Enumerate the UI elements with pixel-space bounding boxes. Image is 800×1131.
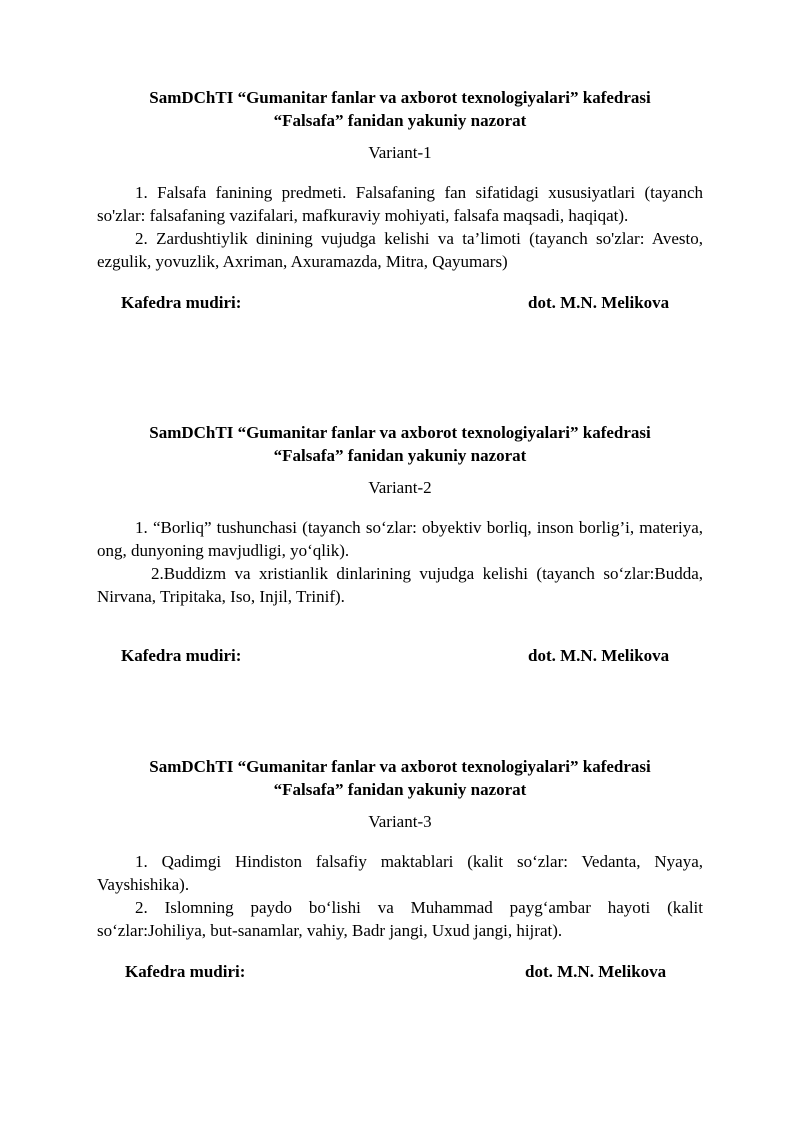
- variant-label: Variant-2: [368, 478, 432, 497]
- question-2: 2.Buddizm va xristianlik dinlarining vujudga kelishi (tayanch so‘zlar:Budda, Nirvana, Tripitaka, Iso, Injil, Trinif).: [97, 564, 703, 606]
- variant-1-block: [0, 86, 800, 314]
- question-list: [97, 516, 703, 608]
- signature-title: Kafedra mudiri:: [121, 293, 242, 312]
- exam-title: “Falsafa” fanidan yakuniy nazorat: [273, 446, 527, 465]
- department-heading: SamDChTI “Gumanitar fanlar va axborot texnologiyalari” kafedrasi: [149, 423, 651, 442]
- question-1: 1. “Borliq” tushunchasi (tayanch so‘zlar: obyektiv borliq, inson borlig’i, materiya, ong, dunyoning mavjudligi, yo‘qlik).: [97, 518, 703, 560]
- question-list: [97, 850, 703, 942]
- exam-title: “Falsafa” fanidan yakuniy nazorat: [273, 780, 527, 799]
- signature-name: dot. M.N. Melikova: [528, 293, 670, 312]
- signature-title: Kafedra mudiri:: [121, 646, 242, 665]
- signature-name: dot. M.N. Melikova: [528, 646, 670, 665]
- signature-line: [0, 291, 800, 314]
- variant-2-block: [0, 421, 800, 667]
- department-heading: SamDChTI “Gumanitar fanlar va axborot texnologiyalari” kafedrasi: [149, 757, 651, 776]
- question-list: [97, 181, 703, 273]
- signature-line: [0, 644, 800, 667]
- variant-3-block: [0, 755, 800, 983]
- signature-name: dot. M.N. Melikova: [525, 962, 667, 981]
- variant-label: Variant-3: [368, 812, 432, 831]
- signature-line: [0, 960, 800, 983]
- question-1: 1. Falsafa fanining predmeti. Falsafaning fan sifatidagi xususiyatlari (tayanch so'zlar: falsafaning vazifalari, mafkuraviy mohiyati, falsafa maqsadi, haqiqat).: [97, 183, 703, 225]
- signature-title: Kafedra mudiri:: [125, 962, 246, 981]
- question-2: 2. Islomning paydo bo‘lishi va Muhammad payg‘ambar hayoti (kalit so‘zlar:Johiliya, but-sanamlar, vahiy, Badr jangi, Uxud jangi, hijrat).: [97, 898, 703, 940]
- variant-label: Variant-1: [368, 143, 432, 162]
- question-2: 2. Zardushtiylik dinining vujudga kelishi va ta’limoti (tayanch so'zlar: Avesto, ezgulik, yovuzlik, Axriman, Axuramazda, Mitra, Qayumars): [97, 229, 703, 271]
- question-1: 1. Qadimgi Hindiston falsafiy maktablari (kalit so‘zlar: Vedanta, Nyaya, Vayshishika).: [97, 852, 703, 894]
- department-heading: SamDChTI “Gumanitar fanlar va axborot texnologiyalari” kafedrasi: [149, 88, 651, 107]
- exam-title: “Falsafa” fanidan yakuniy nazorat: [273, 111, 527, 130]
